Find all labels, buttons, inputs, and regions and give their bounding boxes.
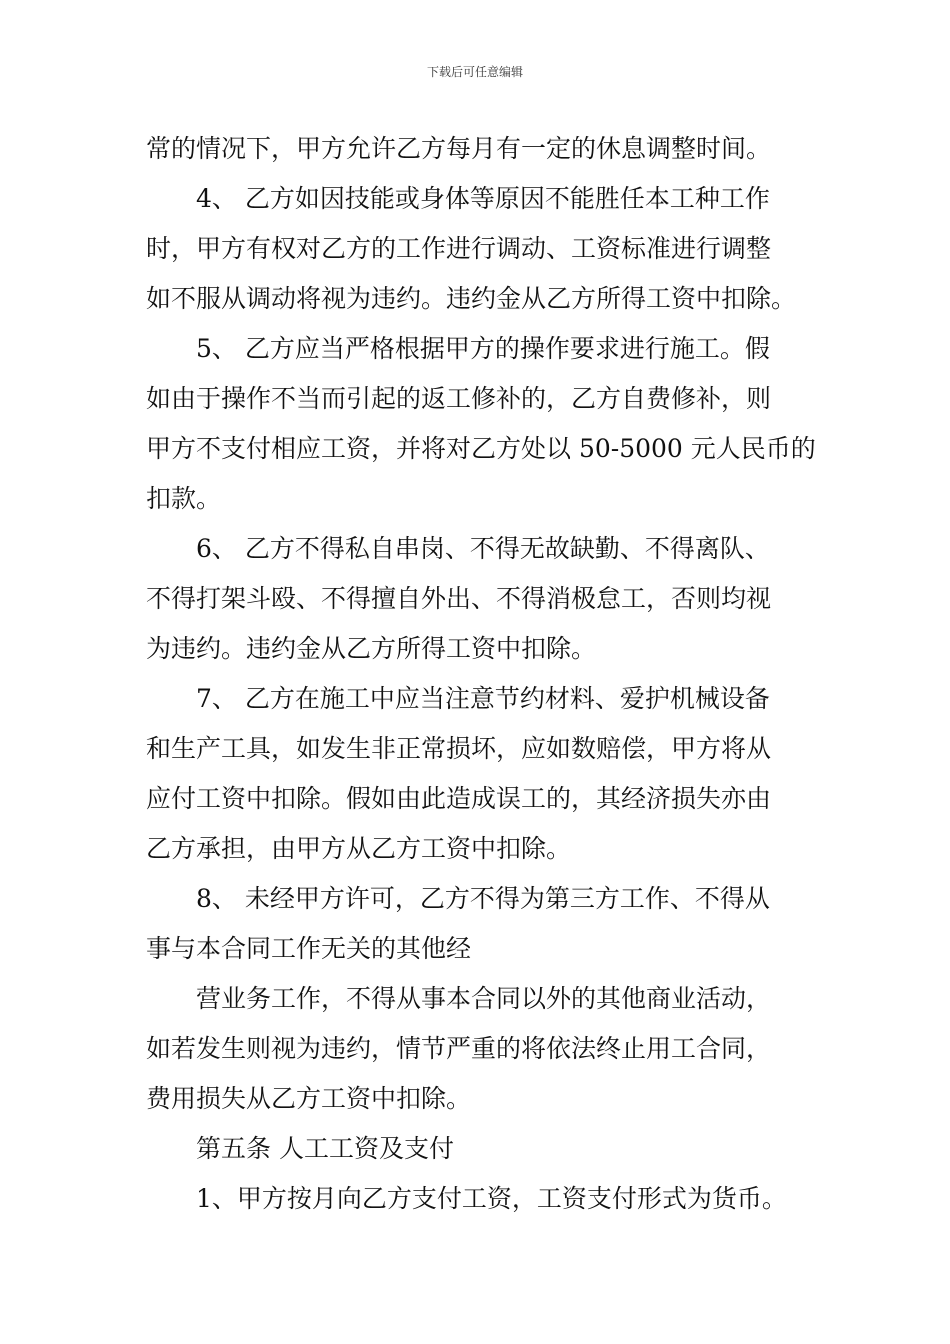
text-line: 如由于操作不当而引起的返工修补的，乙方自费修补，则 (146, 384, 772, 413)
article-5-clause-1: 1、甲方按月向乙方支付工资，工资支付形式为货币。 (196, 1184, 787, 1213)
clause-7: 7、 乙方在施工中应当注意节约材料、爱护机械设备 (196, 684, 770, 713)
text-line: 常的情况下，甲方允许乙方每月有一定的休息调整时间。 (146, 134, 772, 163)
text-line: 为违约。违约金从乙方所得工资中扣除。 (146, 634, 597, 663)
text-line: 和生产工具，如发生非正常损坏，应如数赔偿，甲方将从 (146, 734, 772, 763)
text-line: 营业务工作，不得从事本合同以外的其他商业活动， (196, 984, 772, 1013)
page-header: 下载后可任意编辑 (426, 65, 523, 79)
clause-4: 4、 乙方如因技能或身体等原因不能胜任本工种工作 (196, 184, 770, 213)
clause-6: 6、 乙方不得私自串岗、不得无故缺勤、不得离队、 (196, 534, 770, 563)
text-line: 扣款。 (146, 484, 222, 513)
text-line: 如不服从调动将视为违约。违约金从乙方所得工资中扣除。 (146, 284, 797, 313)
text-line: 不得打架斗殴、不得擅自外出、不得消极怠工，否则均视 (146, 584, 772, 613)
clause-5: 5、 乙方应当严格根据甲方的操作要求进行施工。假 (196, 334, 770, 363)
text-line: 事与本合同工作无关的其他经 (146, 934, 472, 963)
text-line: 甲方不支付相应工资，并将对乙方处以 50-5000 元人民币的 (146, 434, 816, 463)
text-line: 费用损失从乙方工资中扣除。 (146, 1084, 472, 1113)
clause-8: 8、 未经甲方许可，乙方不得为第三方工作、不得从 (196, 884, 770, 913)
text-line: 乙方承担，由甲方从乙方工资中扣除。 (146, 834, 572, 863)
text-line: 应付工资中扣除。假如由此造成误工的，其经济损失亦由 (146, 784, 772, 813)
text-line: 时，甲方有权对乙方的工作进行调动、工资标准进行调整 (146, 234, 772, 263)
text-line: 如若发生则视为违约，情节严重的将依法终止用工合同， (146, 1034, 772, 1063)
article-5-heading: 第五条 人工工资及支付 (196, 1134, 454, 1163)
